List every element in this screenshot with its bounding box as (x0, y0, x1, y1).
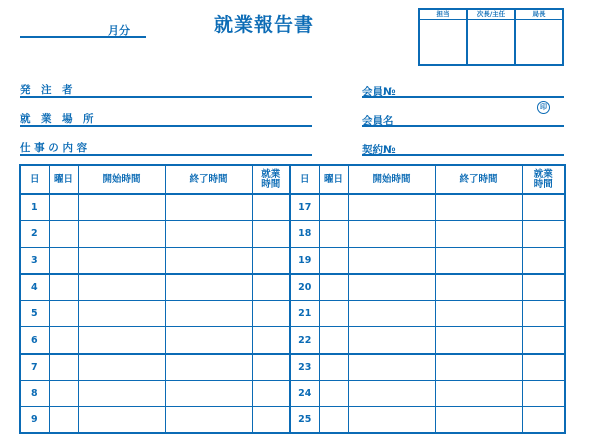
col-header-day: 日 (290, 165, 319, 194)
weekday-cell[interactable] (319, 247, 348, 274)
stamp-header: 担当 (420, 10, 466, 20)
work-hours-cell[interactable] (522, 327, 565, 354)
orderer-field[interactable] (20, 96, 312, 98)
end-time-cell[interactable] (165, 407, 252, 434)
work-report-table (19, 164, 566, 434)
start-time-cell[interactable] (348, 221, 435, 248)
weekday-cell[interactable] (319, 327, 348, 354)
col-header-start-time: 開始時間 (78, 165, 165, 194)
work-hours-cell[interactable] (522, 221, 565, 248)
start-time-cell[interactable] (348, 274, 435, 301)
work-hours-cell[interactable] (252, 327, 290, 354)
end-time-cell[interactable] (435, 274, 522, 301)
col-header-weekday: 曜日 (319, 165, 348, 194)
work-hours-cell[interactable] (252, 300, 290, 327)
start-time-cell[interactable] (348, 300, 435, 327)
work-hours-cell[interactable] (252, 194, 290, 221)
month-label: 月分 (108, 24, 130, 37)
table-header-row (20, 165, 565, 194)
day-number: 6 (20, 327, 49, 354)
day-number: 23 (290, 354, 319, 381)
day-number: 5 (20, 300, 49, 327)
seal-icon: 印 (537, 101, 550, 114)
start-time-cell[interactable] (78, 221, 165, 248)
work-hours-cell[interactable] (522, 300, 565, 327)
start-time-cell[interactable] (348, 354, 435, 381)
col-header-work-hours: 就業 時間 (252, 165, 290, 194)
day-number: 1 (20, 194, 49, 221)
start-time-cell[interactable] (348, 194, 435, 221)
stamp-area[interactable] (420, 20, 466, 64)
stamp-area[interactable] (468, 20, 514, 64)
job-content-label: 仕 事 の 内 容 (20, 142, 88, 154)
workplace-label: 就 業 場 所 (20, 113, 94, 125)
start-time-cell[interactable] (78, 300, 165, 327)
day-number: 9 (20, 407, 49, 434)
day-number: 24 (290, 380, 319, 407)
end-time-cell[interactable] (165, 354, 252, 381)
day-number: 25 (290, 407, 319, 434)
day-number: 20 (290, 274, 319, 301)
table-row (20, 380, 565, 407)
weekday-cell[interactable] (319, 274, 348, 301)
col-header-weekday: 曜日 (49, 165, 78, 194)
work-hours-cell[interactable] (522, 354, 565, 381)
work-hours-cell[interactable] (252, 221, 290, 248)
weekday-cell[interactable] (49, 380, 78, 407)
table-row (20, 221, 565, 248)
day-number: 7 (20, 354, 49, 381)
col-header-work-hours: 就業 時間 (522, 165, 565, 194)
start-time-cell[interactable] (78, 247, 165, 274)
end-time-cell[interactable] (165, 221, 252, 248)
end-time-cell[interactable] (165, 194, 252, 221)
member-no-label: 会員№ (362, 86, 396, 98)
end-time-cell[interactable] (435, 354, 522, 381)
orderer-label: 発 注 者 (20, 84, 73, 96)
member-no-field[interactable] (362, 96, 564, 98)
weekday-cell[interactable] (49, 407, 78, 434)
start-time-cell[interactable] (78, 194, 165, 221)
weekday-cell[interactable] (49, 194, 78, 221)
workplace-field[interactable] (20, 125, 312, 127)
work-hours-cell[interactable] (522, 380, 565, 407)
day-number: 8 (20, 380, 49, 407)
work-hours-cell[interactable] (522, 247, 565, 274)
col-header-start-time: 開始時間 (348, 165, 435, 194)
end-time-cell[interactable] (165, 380, 252, 407)
start-time-cell[interactable] (78, 274, 165, 301)
table-row (20, 354, 565, 381)
weekday-cell[interactable] (49, 354, 78, 381)
day-number: 4 (20, 274, 49, 301)
day-number: 3 (20, 247, 49, 274)
stamp-header: 局長 (516, 10, 562, 20)
day-number: 18 (290, 221, 319, 248)
job-content-field[interactable] (20, 154, 312, 156)
end-time-cell[interactable] (165, 327, 252, 354)
start-time-cell[interactable] (78, 407, 165, 434)
col-header-day: 日 (20, 165, 49, 194)
member-name-field[interactable] (362, 125, 564, 127)
start-time-cell[interactable] (348, 247, 435, 274)
work-hours-cell[interactable] (522, 274, 565, 301)
day-number: 2 (20, 221, 49, 248)
weekday-cell[interactable] (319, 221, 348, 248)
end-time-cell[interactable] (435, 300, 522, 327)
end-time-cell[interactable] (435, 327, 522, 354)
weekday-cell[interactable] (49, 247, 78, 274)
contract-no-field[interactable] (362, 154, 564, 156)
table-row (20, 194, 565, 221)
day-number: 22 (290, 327, 319, 354)
end-time-cell[interactable] (165, 300, 252, 327)
end-time-cell[interactable] (435, 221, 522, 248)
table-row (20, 247, 565, 274)
weekday-cell[interactable] (49, 300, 78, 327)
weekday-cell[interactable] (49, 274, 78, 301)
end-time-cell[interactable] (435, 380, 522, 407)
weekday-cell[interactable] (49, 221, 78, 248)
start-time-cell[interactable] (348, 327, 435, 354)
contract-no-label: 契約№ (362, 144, 396, 156)
approval-stamp-box (418, 8, 564, 66)
table-row (20, 300, 565, 327)
stamp-header: 次長/主任 (468, 10, 514, 20)
weekday-cell[interactable] (319, 380, 348, 407)
work-hours-cell[interactable] (522, 407, 565, 434)
weekday-cell[interactable] (319, 407, 348, 434)
weekday-cell[interactable] (319, 300, 348, 327)
end-time-cell[interactable] (435, 194, 522, 221)
table-row (20, 274, 565, 301)
end-time-cell[interactable] (435, 407, 522, 434)
work-hours-cell[interactable] (522, 194, 565, 221)
end-time-cell[interactable] (435, 247, 522, 274)
work-hours-cell[interactable] (252, 274, 290, 301)
end-time-cell[interactable] (165, 274, 252, 301)
weekday-cell[interactable] (49, 327, 78, 354)
start-time-cell[interactable] (78, 380, 165, 407)
day-number: 17 (290, 194, 319, 221)
end-time-cell[interactable] (165, 247, 252, 274)
page-title: 就業報告書 (214, 14, 315, 36)
member-name-label: 会員名 (362, 115, 394, 127)
work-hours-cell[interactable] (252, 380, 290, 407)
stamp-column-jicho (466, 10, 514, 64)
work-hours-cell[interactable] (252, 247, 290, 274)
day-number: 19 (290, 247, 319, 274)
table-row (20, 327, 565, 354)
col-header-end-time: 終了時間 (435, 165, 522, 194)
col-header-end-time: 終了時間 (165, 165, 252, 194)
stamp-column-tanto (420, 10, 466, 64)
table-row (20, 407, 565, 434)
start-time-cell[interactable] (348, 380, 435, 407)
stamp-area[interactable] (516, 20, 562, 64)
weekday-cell[interactable] (319, 194, 348, 221)
work-hours-cell[interactable] (252, 407, 290, 434)
start-time-cell[interactable] (78, 327, 165, 354)
start-time-cell[interactable] (78, 354, 165, 381)
stamp-column-kyokucho (514, 10, 562, 64)
weekday-cell[interactable] (319, 354, 348, 381)
day-number: 21 (290, 300, 319, 327)
work-hours-cell[interactable] (252, 354, 290, 381)
start-time-cell[interactable] (348, 407, 435, 434)
